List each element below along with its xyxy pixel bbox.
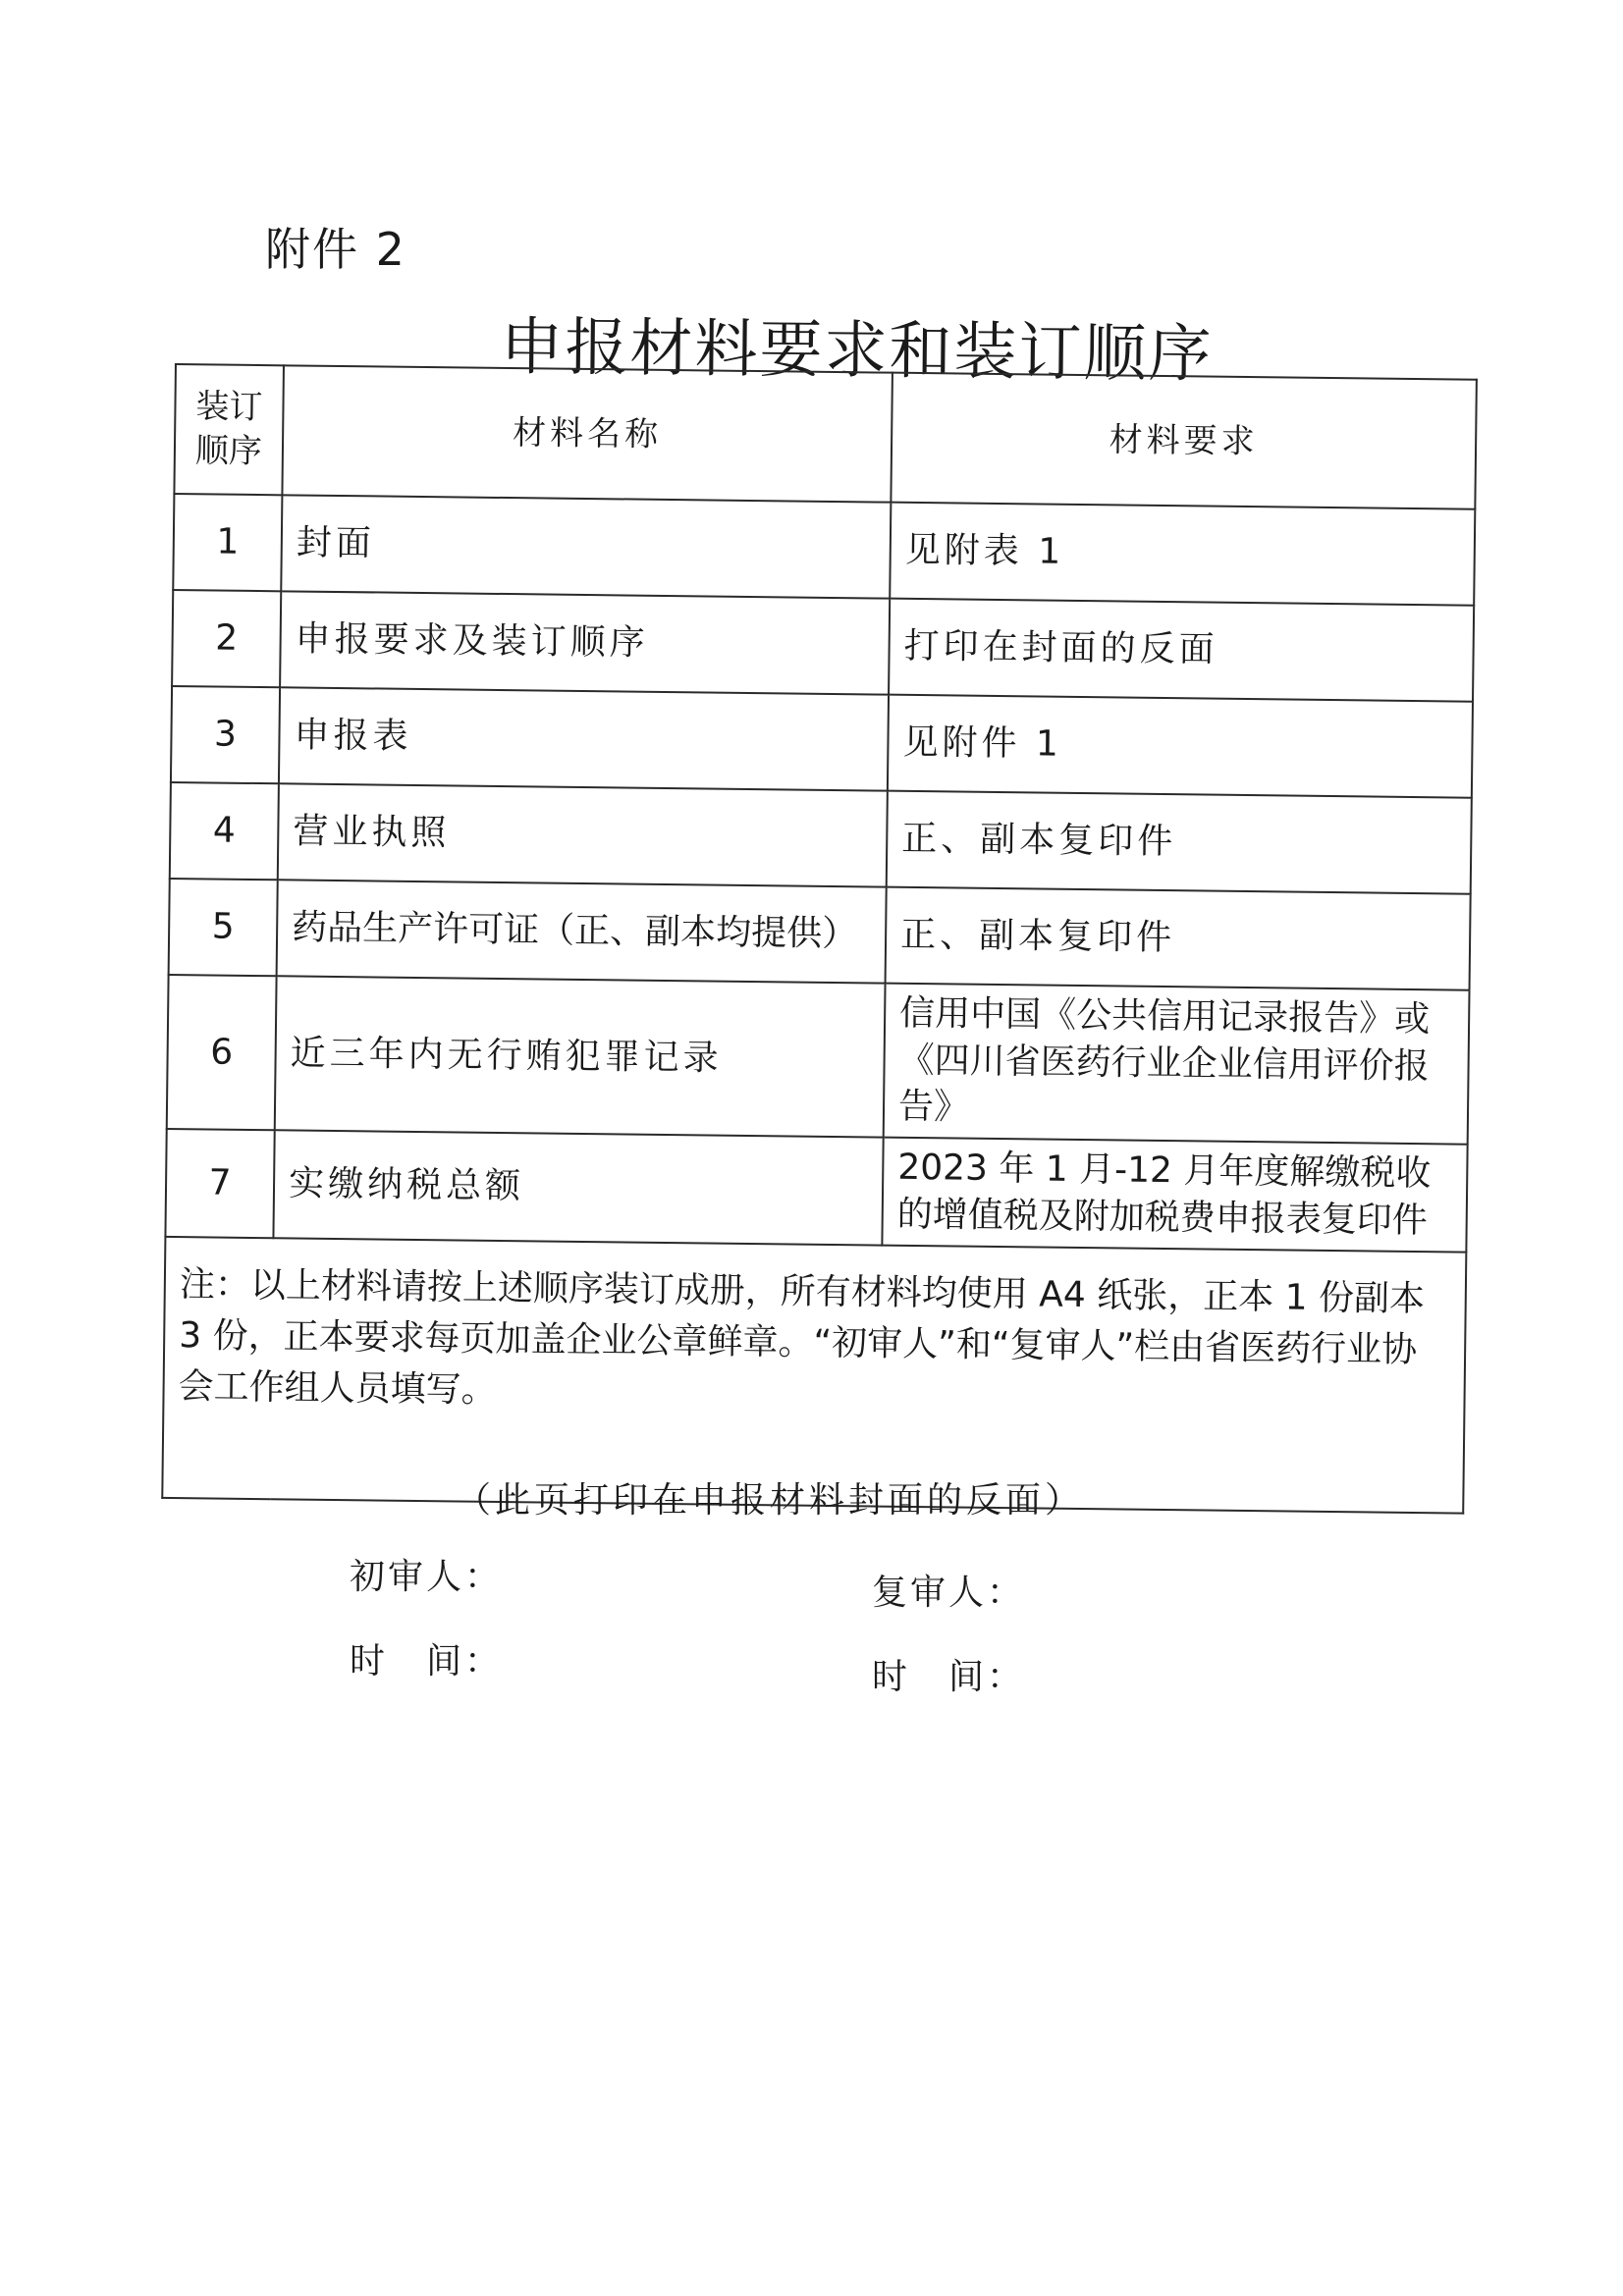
row-name: 实缴纳税总额 bbox=[273, 1130, 883, 1245]
footer-note: （此页打印在申报材料封面的反面） bbox=[456, 1480, 1085, 1521]
row-seq: 4 bbox=[170, 782, 279, 880]
first-time-label: 时 间： bbox=[350, 1641, 504, 1682]
row-seq: 2 bbox=[172, 590, 281, 687]
row-name: 营业执照 bbox=[278, 783, 888, 886]
second-reviewer-label: 复审人： bbox=[872, 1573, 1026, 1613]
row-name: 近三年内无行贿犯罪记录 bbox=[275, 976, 886, 1137]
row-seq: 5 bbox=[169, 879, 278, 976]
row-seq: 6 bbox=[167, 975, 277, 1130]
header-seq: 装订顺序 bbox=[174, 364, 284, 495]
table-row bbox=[171, 686, 1473, 798]
row-name: 药品生产许可证（正、副本均提供） bbox=[277, 880, 887, 983]
header-name: 材料名称 bbox=[282, 365, 893, 502]
table-row bbox=[167, 975, 1470, 1144]
note-row bbox=[162, 1236, 1466, 1513]
table-row bbox=[169, 879, 1471, 990]
row-name: 申报表 bbox=[279, 687, 889, 790]
row-requirement: 正、副本复印件 bbox=[886, 887, 1471, 990]
row-requirement: 见附件 1 bbox=[888, 695, 1473, 798]
row-seq: 7 bbox=[165, 1129, 274, 1238]
table-row bbox=[165, 1129, 1467, 1253]
row-name: 封面 bbox=[281, 495, 891, 598]
second-time-label: 时 间： bbox=[872, 1657, 1026, 1697]
requirements-table bbox=[161, 363, 1478, 1514]
table-row bbox=[173, 494, 1475, 606]
table-row bbox=[170, 782, 1472, 894]
row-seq: 1 bbox=[173, 494, 282, 591]
table-note: 注：以上材料请按上述顺序装订成册，所有材料均使用 A4 纸张，正本 1 份副本 3 份，正本要求每页加盖企业公章鲜章。“初审人”和“复审人”栏由省医药行业协会工作组人员填写。 bbox=[162, 1236, 1466, 1513]
row-requirement: 正、副本复印件 bbox=[887, 791, 1472, 894]
row-requirement: 见附表 1 bbox=[890, 503, 1475, 606]
row-requirement: 2023 年 1 月-12 月年度解缴税收的增值税及附加税费申报表复印件 bbox=[882, 1137, 1467, 1252]
page-title: 申报材料要求和装订顺序 bbox=[500, 310, 1214, 392]
row-requirement: 信用中国《公共信用记录报告》或《四川省医药行业企业信用评价报告》 bbox=[884, 984, 1470, 1145]
first-reviewer-label: 初审人： bbox=[350, 1557, 504, 1597]
attachment-label: 附件 2 bbox=[265, 223, 406, 276]
table-header-row bbox=[174, 364, 1476, 509]
row-name: 申报要求及装订顺序 bbox=[280, 591, 890, 694]
row-seq: 3 bbox=[171, 686, 280, 783]
row-requirement: 打印在封面的反面 bbox=[889, 599, 1474, 702]
table-row bbox=[172, 590, 1474, 702]
requirements-sheet bbox=[161, 363, 1476, 1514]
header-requirement: 材料要求 bbox=[891, 373, 1477, 509]
